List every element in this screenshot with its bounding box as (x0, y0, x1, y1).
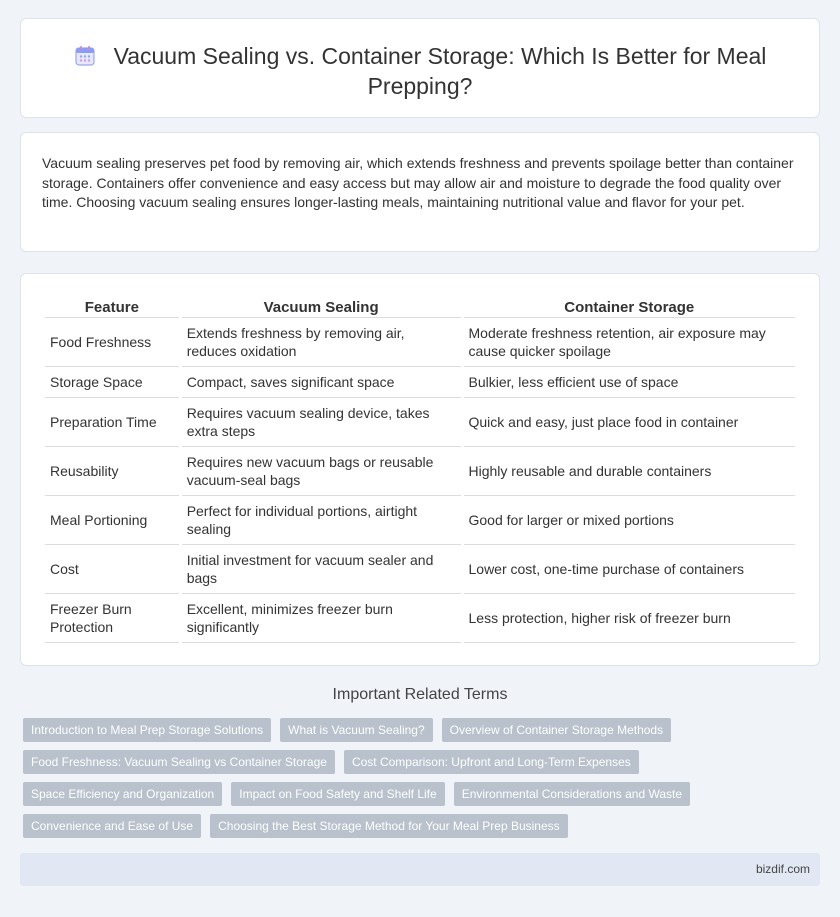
cell-feature: Freezer Burn Protection (45, 594, 179, 643)
cell-feature: Meal Portioning (45, 496, 179, 545)
related-term-link[interactable]: Introduction to Meal Prep Storage Solutions (23, 718, 271, 742)
cell-vacuum: Initial investment for vacuum sealer and bags (182, 545, 461, 594)
cell-vacuum: Requires vacuum sealing device, takes extra steps (182, 398, 461, 447)
related-term-link[interactable]: What is Vacuum Sealing? (280, 718, 433, 742)
page-title: Vacuum Sealing vs. Container Storage: Which Is Better for Meal Prepping? (113, 43, 767, 99)
related-terms-heading: Important Related Terms (332, 686, 508, 703)
comparison-table (42, 296, 798, 643)
cell-feature: Food Freshness (45, 318, 179, 367)
related-term-link[interactable]: Convenience and Ease of Use (23, 814, 201, 838)
cell-vacuum: Perfect for individual portions, airtight sealing (182, 496, 461, 545)
table-row (45, 318, 795, 367)
footer-site-link[interactable]: bizdif.com (755, 862, 810, 876)
comparison-table-card (20, 273, 820, 666)
cell-feature: Reusability (45, 447, 179, 496)
cell-container: Quick and easy, just place food in container (464, 398, 796, 447)
cell-feature: Cost (45, 545, 179, 594)
cell-feature: Storage Space (45, 367, 179, 398)
footer (20, 853, 820, 886)
cell-container: Good for larger or mixed portions (464, 496, 796, 545)
table-row (45, 398, 795, 447)
cell-container: Lower cost, one-time purchase of containers (464, 545, 796, 594)
intro-paragraph: Vacuum sealing preserves pet food by removing air, which extends freshness and prevents spoilage better than container storage. Containers offer convenience and easy access but may allow air and moisture to degrade the food quality over time. Choosing vacuum sealing ensures longer-lasting meals, maintaining nutritional value and flavor for your pet. (42, 155, 794, 210)
cell-feature: Preparation Time (45, 398, 179, 447)
cell-vacuum: Requires new vacuum bags or reusable vacuum-seal bags (182, 447, 461, 496)
intro-card (20, 132, 820, 252)
cell-container: Less protection, higher risk of freezer burn (464, 594, 796, 643)
header-feature: Feature (45, 296, 179, 318)
related-term-link[interactable]: Impact on Food Safety and Shelf Life (231, 782, 444, 806)
related-term-link[interactable]: Food Freshness: Vacuum Sealing vs Container Storage (23, 750, 335, 774)
cell-container: Highly reusable and durable containers (464, 447, 796, 496)
related-terms-list (23, 718, 813, 838)
table-row (45, 447, 795, 496)
table-row (45, 367, 795, 398)
table-header-row (45, 296, 795, 318)
calendar-icon (74, 45, 96, 67)
header-vacuum-sealing: Vacuum Sealing (182, 296, 461, 318)
cell-container: Moderate freshness retention, air exposure may cause quicker spoilage (464, 318, 796, 367)
cell-vacuum: Extends freshness by removing air, reduces oxidation (182, 318, 461, 367)
title-card (20, 18, 820, 118)
cell-vacuum: Excellent, minimizes freezer burn significantly (182, 594, 461, 643)
header-container-storage: Container Storage (464, 296, 796, 318)
page-title-row (21, 41, 819, 101)
cell-container: Bulkier, less efficient use of space (464, 367, 796, 398)
related-term-link[interactable]: Environmental Considerations and Waste (454, 782, 690, 806)
table-row (45, 496, 795, 545)
related-term-link[interactable]: Overview of Container Storage Methods (442, 718, 671, 742)
table-row (45, 594, 795, 643)
related-term-link[interactable]: Choosing the Best Storage Method for Your Meal Prep Business (210, 814, 568, 838)
related-term-link[interactable]: Cost Comparison: Upfront and Long-Term Expenses (344, 750, 639, 774)
related-term-link[interactable]: Space Efficiency and Organization (23, 782, 222, 806)
table-row (45, 545, 795, 594)
cell-vacuum: Compact, saves significant space (182, 367, 461, 398)
